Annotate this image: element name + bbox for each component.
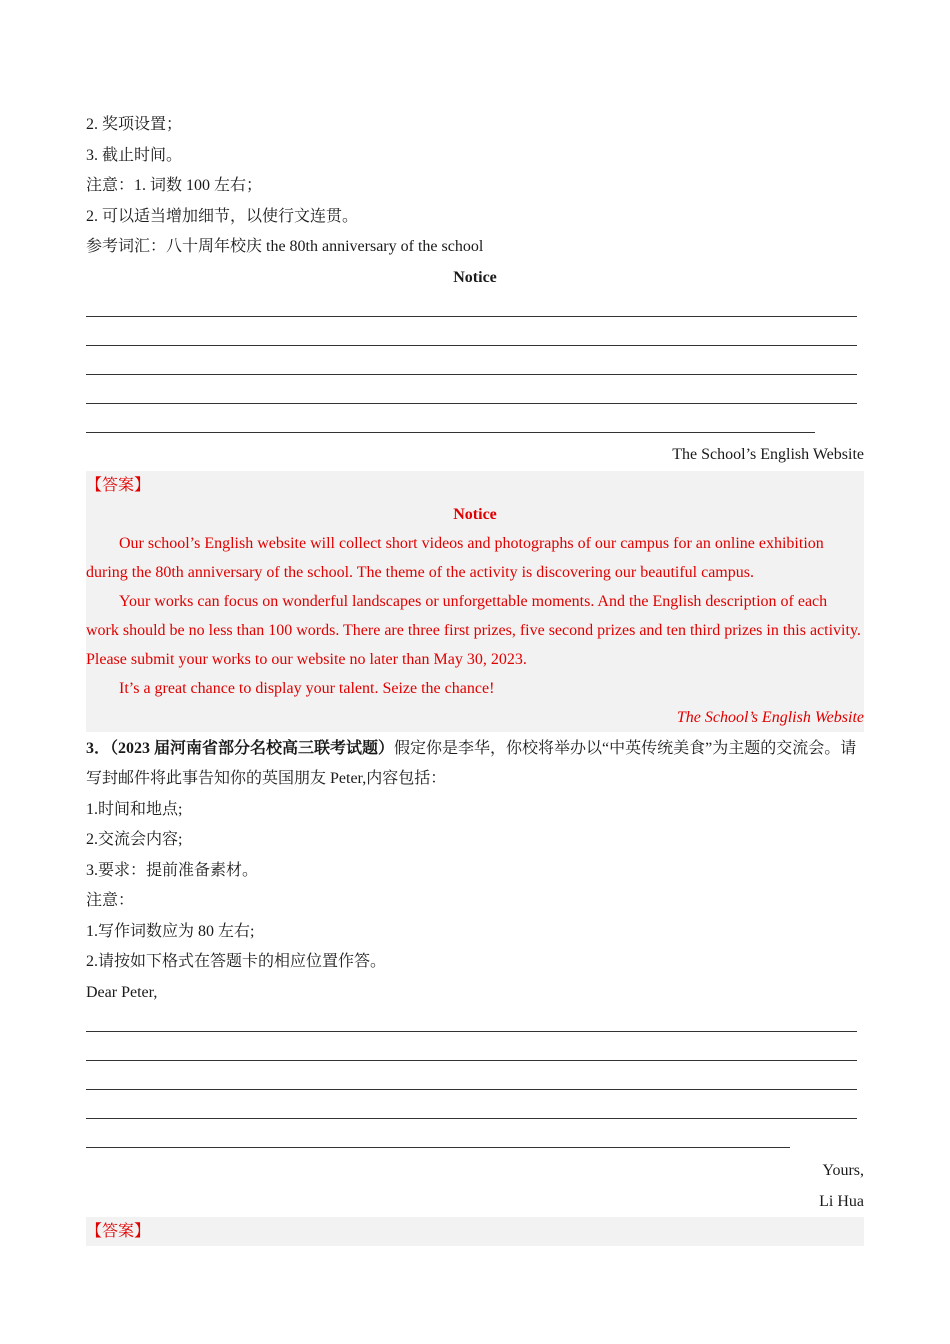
list-item: 注意：1. 词数 100 左右； xyxy=(86,177,263,194)
answer-label: 【答案】 xyxy=(86,1223,151,1240)
list-item: 注意： xyxy=(86,892,135,909)
answer-signature: The School’s English Website xyxy=(676,708,864,726)
list-item: 1.写作词数应为 80 左右; xyxy=(86,922,255,940)
question-prompt: 假定你是李华，你校将举办以“中英传统美食”为主题的交流会。请写封邮件将此事告知你的英国朋友 Peter,内容包括： xyxy=(86,739,857,787)
question-source: （2023 届河南省部分名校高三联考试题） xyxy=(110,739,395,757)
list-item: 2. 可以适当增加细节，以使行文连贯。 xyxy=(86,207,359,225)
signature: The School’s English Website xyxy=(672,446,864,463)
letter-greeting: Dear Peter, xyxy=(86,983,158,1001)
answer-blank-line[interactable] xyxy=(86,1037,864,1066)
list-item: 1.时间和地点; xyxy=(86,800,183,818)
list-item: 2.请按如下格式在答题卡的相应位置作答。 xyxy=(86,953,387,970)
answer-label: 【答案】 xyxy=(86,476,151,494)
answer-blank-line[interactable] xyxy=(86,1124,864,1153)
answer-paragraph: Your works can focus on wonderful landscapes or unforgettable moments. And the English description of each work should be no less than 100 words. There are three first prizes, five second prizes and ten third prizes in this activity. Please submit your works to our website no later than May 30, 2023. xyxy=(86,592,861,668)
answer-paragraph: It’s a great chance to display your talent. Seize the chance! xyxy=(119,679,495,697)
answer-section xyxy=(86,1217,864,1246)
answer-blank-line[interactable] xyxy=(86,1066,864,1095)
notice-heading: Notice xyxy=(453,268,497,286)
list-item: 3. 截止时间。 xyxy=(86,146,183,164)
list-item: 2.交流会内容; xyxy=(86,831,183,848)
answer-blank-line[interactable] xyxy=(86,1008,864,1037)
letter-signature: Li Hua xyxy=(819,1192,864,1210)
list-item: 参考词汇：八十周年校庆 the 80th anniversary of the school xyxy=(86,238,484,255)
answer-blank-line[interactable] xyxy=(86,409,864,438)
answer-section xyxy=(86,471,864,732)
document-page xyxy=(86,110,864,1246)
question-number: 3． xyxy=(86,739,111,757)
question-3 xyxy=(86,734,864,795)
answer-notice-title: Notice xyxy=(453,505,497,523)
answer-blank-line[interactable] xyxy=(86,322,864,351)
list-item: 3.要求：提前准备素材。 xyxy=(86,861,259,879)
list-item: 2. 奖项设置； xyxy=(86,116,183,133)
letter-closing: Yours, xyxy=(822,1162,864,1179)
answer-blank-line[interactable] xyxy=(86,293,864,322)
answer-blank-line[interactable] xyxy=(86,380,864,409)
answer-paragraph: Our school’s English website will collect short videos and photographs of our campus for an online exhibition during the 80th anniversary of the school. The theme of the activity is discovering our beautiful campus. xyxy=(86,534,824,581)
answer-blank-line[interactable] xyxy=(86,351,864,380)
answer-blank-line[interactable] xyxy=(86,1095,864,1124)
